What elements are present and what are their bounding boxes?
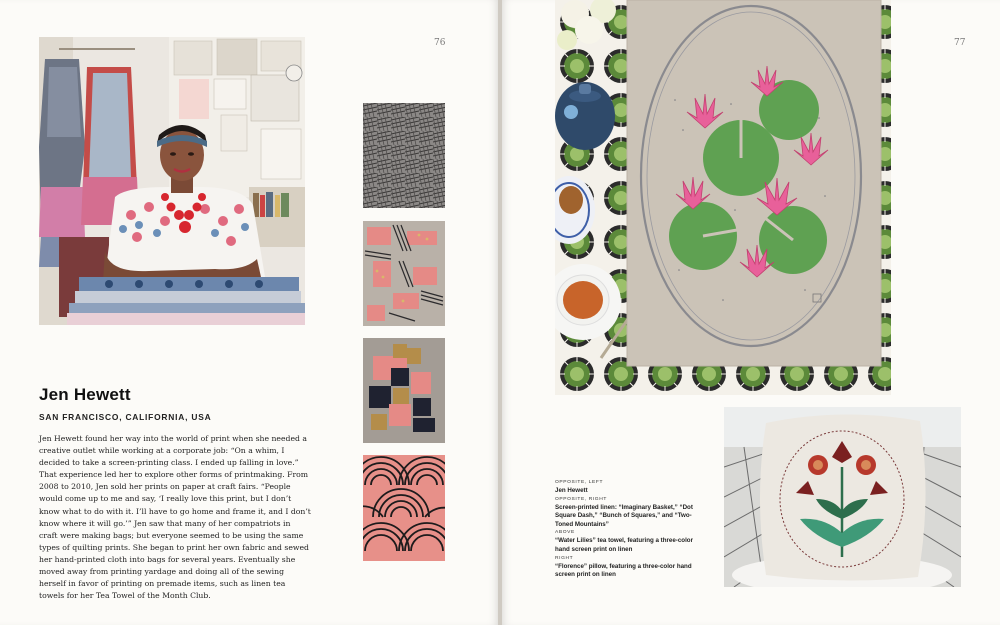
caption-text: “Water Lilies” tea towel, featuring a three-color hand screen print on linen: [555, 537, 693, 553]
portrait-photo: [39, 37, 305, 325]
caption-text: Jen Hewett: [555, 487, 588, 494]
page-number-right: 77: [954, 38, 966, 48]
swatch-bunch-of-squares: [363, 338, 445, 443]
caption-opposite-right: [555, 496, 695, 530]
caption-above: [555, 529, 695, 554]
caption-heading: RIGHT: [555, 555, 574, 561]
artist-name: Jen Hewett: [39, 385, 131, 404]
left-page: [0, 0, 498, 625]
page-number-left: 76: [434, 38, 446, 48]
artist-location: SAN FRANCISCO, CALIFORNIA, USA: [39, 412, 212, 422]
caption-heading: OPPOSITE, RIGHT: [555, 496, 607, 502]
caption-right: [555, 555, 695, 580]
swatch-imaginary-basket: [363, 103, 445, 208]
water-lilies-tea-towel-photo: [555, 0, 891, 395]
caption-heading: OPPOSITE, LEFT: [555, 480, 604, 485]
swatch-dot-square-dash: [363, 221, 445, 326]
florence-pillow-photo: [724, 407, 961, 587]
caption-text: “Florence” pillow, featuring a three-color hand screen print on linen: [555, 562, 692, 579]
swatch-two-toned-mountains: [363, 455, 445, 561]
photo-captions: [555, 479, 695, 580]
caption-text: Screen-printed linen: “Imaginary Basket,” “Dot Square Dash,” “Bunch of Squares,” and “Two-Toned Mountains”: [555, 503, 693, 528]
bio-paragraph: Jen Hewett found her way into the world of print when she needed a creative outlet while working at a corporate job: “On a whim, I decided to take a screen-printing class. I ended up falling in love.” That experience led her to explore other forms of printmaking. From 2008 to 2010, Jen sold her prints on paper at craft fairs. “People would come up to me and say, ‘I really love this print, but I don’t know what to do with it. I’ll have to go home and frame it, and I don’t know where it will go.’” Jen saw that many of her compatriots in craft were making bags; but everyone seemed to be using the same types of quilting prints. She began to print her own fabric and sewed her hand-printed cloth into bags for several years. Eventually she moved away from printing yardage and doing all of the sewing herself in favor of printing on premade items, such as linen tea towels for her Tea Towel of the Month Club.: [39, 434, 311, 601]
caption-opposite-left: [555, 479, 695, 496]
caption-heading: ABOVE: [555, 530, 575, 536]
